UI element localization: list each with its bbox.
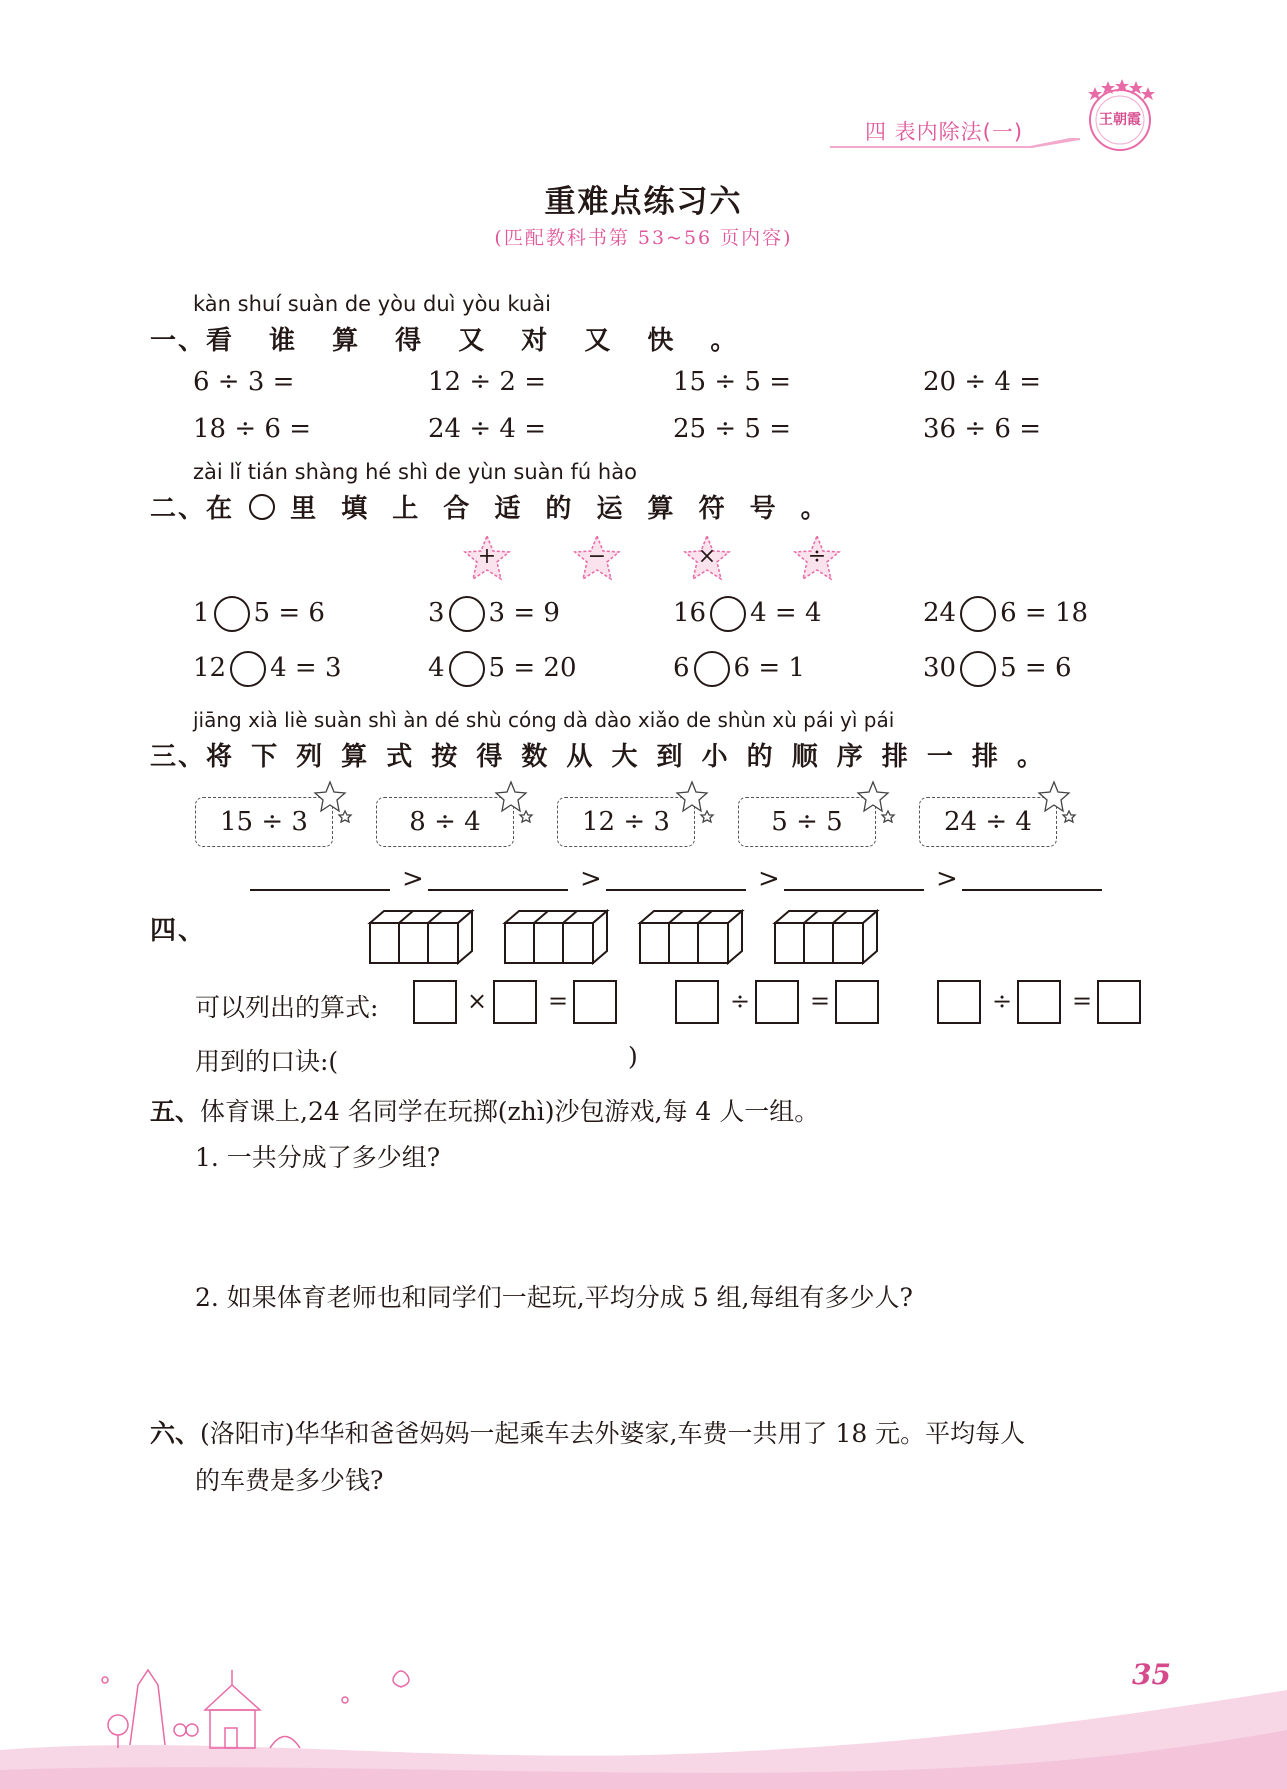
footer-decoration xyxy=(0,1630,1287,1789)
cube-group-icon xyxy=(640,911,742,963)
decor-stars xyxy=(0,778,1287,828)
q2-right: 5 = 6 xyxy=(1000,653,1072,683)
header-rule xyxy=(830,136,1080,148)
q2-right: 4 = 3 xyxy=(270,653,342,683)
order-blank-5[interactable] xyxy=(962,889,1102,891)
answer-box[interactable] xyxy=(413,980,457,1024)
q1-eq-2: 12 ÷ 2 = xyxy=(428,367,546,397)
small-star-icon xyxy=(701,811,713,822)
page-number: 35 xyxy=(1132,1658,1171,1691)
operator-blank[interactable] xyxy=(960,596,996,632)
answer-box[interactable] xyxy=(835,980,879,1024)
q3-text: 将 下 列 算 式 按 得 数 从 大 到 小 的 顺 序 排 一 排 。 xyxy=(206,742,1048,772)
q1-eq-6: 24 ÷ 4 = xyxy=(428,414,546,444)
gt-sign-4: > xyxy=(936,864,958,894)
q2-right: 6 = 18 xyxy=(1000,598,1089,628)
formula-label: 可以列出的算式: xyxy=(195,993,379,1022)
gt-sign-2: > xyxy=(580,864,602,894)
gt-sign-3: > xyxy=(758,864,780,894)
answer-box[interactable] xyxy=(573,980,617,1024)
q2-right: 4 = 4 xyxy=(750,598,822,628)
rhyme-label: 用到的口诀:( xyxy=(195,1047,339,1076)
q1-eq-7: 25 ÷ 5 = xyxy=(673,414,791,444)
page-title: 重难点练习六 xyxy=(544,184,743,220)
divide-op: ÷ xyxy=(992,987,1013,1015)
expr-box-2: 8 ÷ 4 xyxy=(376,797,514,847)
q2-text-b: 里 填 上 合 适 的 运 算 符 号 。 xyxy=(290,494,835,524)
order-blank-1[interactable] xyxy=(250,889,390,891)
q6-question-line2: 的车费是多少钱? xyxy=(195,1466,384,1495)
order-blank-2[interactable] xyxy=(428,889,568,891)
minus-star-badge xyxy=(572,534,622,582)
q2-heading xyxy=(150,488,835,525)
q6-text-1: (洛阳市)华华和爸爸妈妈一起乘车去外婆家,车费一共用了 18 元。平均每人 xyxy=(200,1419,1026,1448)
q2-left: 24 xyxy=(923,598,957,628)
star-icon xyxy=(315,782,345,811)
operator-blank[interactable] xyxy=(230,651,266,687)
q5-label: 五、 xyxy=(150,1097,201,1126)
equals-op: = xyxy=(548,987,569,1015)
answer-box[interactable] xyxy=(755,980,799,1024)
brand-logo xyxy=(1075,75,1165,155)
expr-box-5: 24 ÷ 4 xyxy=(919,797,1057,847)
divide-symbol: ÷ xyxy=(807,544,827,569)
star-icon xyxy=(677,782,707,811)
rhyme-close: ) xyxy=(628,1042,638,1071)
gt-sign-1: > xyxy=(402,864,424,894)
q1-eq-5: 18 ÷ 6 = xyxy=(193,414,311,444)
town-doodle-icon xyxy=(102,1670,409,1748)
q6-answer-area[interactable] xyxy=(195,1505,1095,1625)
q2-left: 16 xyxy=(673,598,707,628)
order-blank-4[interactable] xyxy=(784,889,924,891)
q2-eq-5 xyxy=(193,651,342,687)
expr-box-4: 5 ÷ 5 xyxy=(738,797,876,847)
cube-groups xyxy=(360,905,900,965)
star-icon xyxy=(1039,782,1069,811)
answer-box[interactable] xyxy=(493,980,537,1024)
q5-answer-area-1[interactable] xyxy=(195,1180,1095,1260)
divide-star-badge xyxy=(792,534,842,582)
cube-group-icon xyxy=(775,911,877,963)
equals-op: = xyxy=(810,987,831,1015)
q2-eq-1 xyxy=(193,596,325,632)
q2-eq-2 xyxy=(428,596,560,632)
q2-eq-8 xyxy=(923,651,1072,687)
q1-eq-4: 20 ÷ 4 = xyxy=(923,367,1041,397)
operator-blank[interactable] xyxy=(694,651,730,687)
q5-sub1: 1. 一共分成了多少组? xyxy=(195,1143,441,1172)
operator-blank[interactable] xyxy=(449,651,485,687)
cube-group-icon xyxy=(370,911,472,963)
expr-box-1: 15 ÷ 3 xyxy=(195,797,333,847)
answer-box[interactable] xyxy=(675,980,719,1024)
q2-right: 5 = 6 xyxy=(253,598,325,628)
q4-label: 四、 xyxy=(150,916,207,946)
times-star-badge xyxy=(682,534,732,582)
page-subtitle: (匹配教科书第 53~56 页内容) xyxy=(494,227,793,249)
expr-box-3: 12 ÷ 3 xyxy=(557,797,695,847)
q3-pinyin: jiāng xià liè suàn shì àn dé shù cóng dà dào xiǎo de shùn xù pái yì pái xyxy=(193,708,895,732)
times-symbol: × xyxy=(697,544,717,569)
operator-blank[interactable] xyxy=(710,596,746,632)
q5-answer-area-2[interactable] xyxy=(195,1320,1095,1400)
rhyme-answer-field[interactable] xyxy=(365,1042,625,1072)
q1-eq-1: 6 ÷ 3 = xyxy=(193,367,295,397)
q2-eq-4 xyxy=(923,596,1088,632)
answer-box[interactable] xyxy=(1097,980,1141,1024)
q5-text: 体育课上,24 名同学在玩掷(zhì)沙包游戏,每 4 人一组。 xyxy=(200,1097,820,1126)
q2-eq-7 xyxy=(673,651,805,687)
operator-blank[interactable] xyxy=(214,596,250,632)
q2-left: 4 xyxy=(428,653,445,683)
order-blank-3[interactable] xyxy=(606,889,746,891)
q2-left: 1 xyxy=(193,598,210,628)
equals-op: = xyxy=(1072,987,1093,1015)
minus-symbol: − xyxy=(587,544,607,569)
operator-blank[interactable] xyxy=(449,596,485,632)
q2-right: 5 = 20 xyxy=(488,653,577,683)
q1-eq-3: 15 ÷ 5 = xyxy=(673,367,791,397)
q2-right: 6 = 1 xyxy=(733,653,805,683)
brand-mark-text: 王朝霞 xyxy=(1099,112,1141,128)
chapter-label: 四 表内除法(一) xyxy=(865,120,1024,144)
answer-box[interactable] xyxy=(937,980,981,1024)
plus-symbol: + xyxy=(477,544,497,569)
plus-star-badge xyxy=(462,534,512,582)
q2-left: 3 xyxy=(428,598,445,628)
q2-pinyin: zài lǐ tián shàng hé shì de yùn suàn fú hào xyxy=(193,460,637,484)
cube-group-icon xyxy=(505,911,607,963)
divide-op: ÷ xyxy=(730,987,751,1015)
q2-eq-3 xyxy=(673,596,822,632)
q1-heading xyxy=(150,320,750,357)
q2-circle-icon xyxy=(249,494,275,520)
star-icon xyxy=(858,782,888,811)
star-icon xyxy=(496,782,526,811)
q5-sub2: 2. 如果体育老师也和同学们一起玩,平均分成 5 组,每组有多少人? xyxy=(195,1283,913,1312)
q6-question-line1 xyxy=(150,1414,1025,1450)
q1-label: 一、 xyxy=(150,326,207,356)
small-star-icon xyxy=(339,811,351,822)
small-star-icon xyxy=(1063,811,1075,822)
q5-question xyxy=(150,1092,819,1128)
times-op: × xyxy=(467,987,488,1015)
q1-text: 看 谁 算 得 又 对 又 快 。 xyxy=(206,326,751,356)
q2-right: 3 = 9 xyxy=(488,598,560,628)
q2-label: 二、 xyxy=(150,494,207,524)
q1-eq-8: 36 ÷ 6 = xyxy=(923,414,1041,444)
q6-label: 六、 xyxy=(150,1419,201,1448)
q2-left: 6 xyxy=(673,653,690,683)
small-star-icon xyxy=(882,811,894,822)
q3-label: 三、 xyxy=(150,742,207,772)
q2-left: 30 xyxy=(923,653,957,683)
q2-left: 12 xyxy=(193,653,227,683)
operator-blank[interactable] xyxy=(960,651,996,687)
q1-pinyin: kàn shuí suàn de yòu duì yòu kuài xyxy=(193,292,551,316)
q3-heading xyxy=(150,736,1048,773)
q2-text-a: 在 xyxy=(206,494,235,524)
q2-eq-6 xyxy=(428,651,577,687)
small-star-icon xyxy=(520,811,532,822)
answer-box[interactable] xyxy=(1017,980,1061,1024)
